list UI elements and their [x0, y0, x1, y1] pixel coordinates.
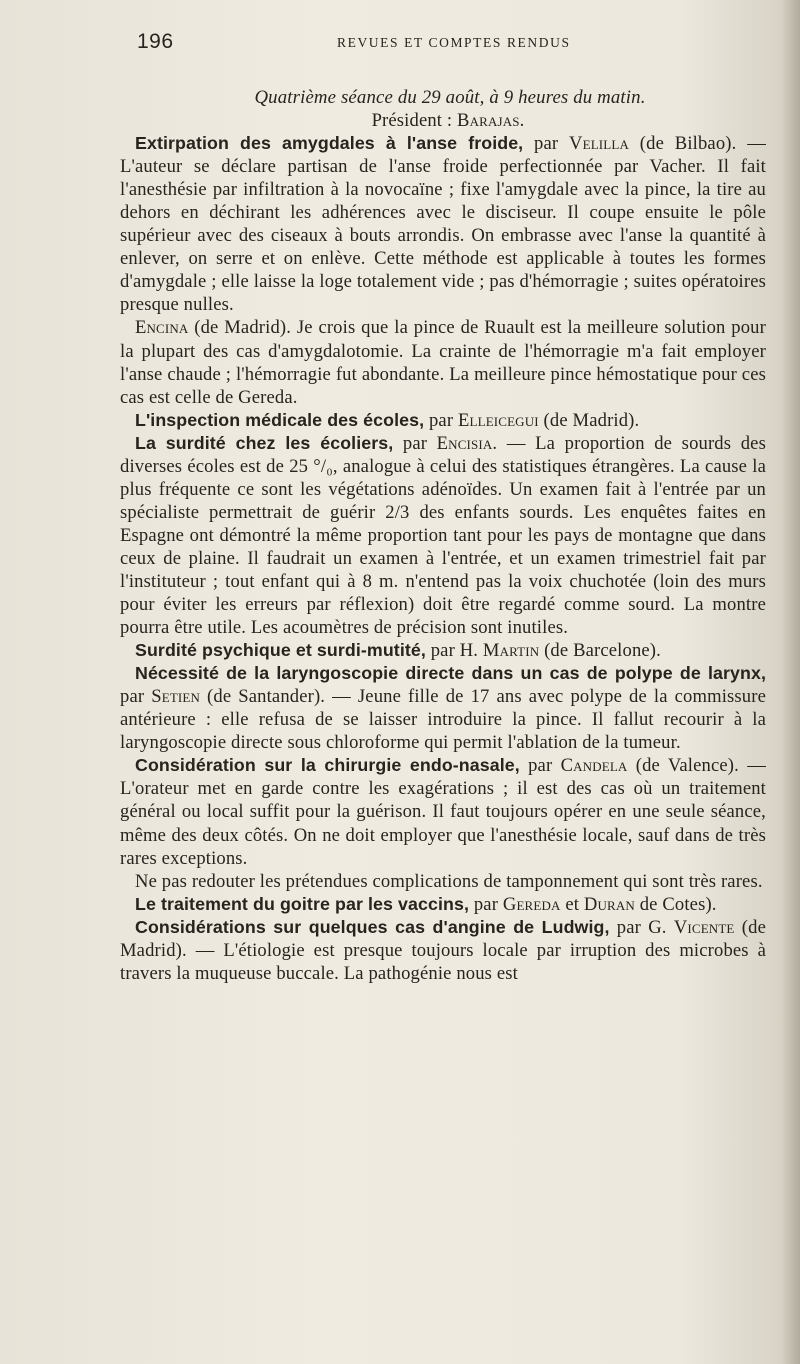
abstract-coauthor: Duran: [583, 893, 635, 915]
abstract-school-inspection: L'inspection médicale des écoles, par Elleicegui (de Madrid).: [135, 409, 640, 431]
abstract-continuation: Ne pas redouter les prétendues complications de tamponnement qui sont très rares.: [135, 870, 763, 892]
abstract-text: — La proportion de sourds des diverses écoles est de 25 °/₀, analogue à celui des statistiques étrangères. La cause la plus fréquente ce sont les végétations adénoïdes. Un examen fait à l'entrée par un spécialiste permettrait de guérir 2/3 des enfants sourds. Les enquêtes faites en Espagne ont démontré la même proportion tant pour les pays de montagne que dans ceux de plaine. Il faudrait un examen à l'entrée, et un examen trimestriel fait par l'instituteur ; tout enfant qui à 8 m. n'entend pas la voix chuchotée (loin des murs pour éviter les erreurs par réflexion) doit être regardé comme sourd. La montre pourra être utile. Les acoumètres de précision sont inutiles.: [120, 432, 766, 639]
abstract-title: Surdité psychique et surdi-mutité,: [135, 640, 426, 661]
article-body: [120, 86, 766, 985]
abstract-title: Considération sur la chirurgie endo-nasale,: [135, 755, 520, 776]
abstract-tonsil-extirpation: Extirpation des amygdales à l'anse froide, par Velilla (de Bilbao). — L'auteur se déclare partisan de l'anse froide perfectionnée par Vacher. Il fait l'anesthésie par infiltration à la novocaïne ; fixe l'amygdale avec la pince, la tire au dehors en déchirant les adhérences avec le disciseur. Il coupe ensuite le pôle supérieur avec des ciseaux à bouts arrondis. On embrasse avec l'anse la quantité à enlever, on serre et on enlève. Cette méthode est applicable à toutes les formes d'amygdale ; elle laisse la loge totalement vide ; pas d'hémorragie ; suites opératoires presque nulles.: [120, 133, 766, 316]
page-header: [137, 30, 753, 58]
abstract-text: — L'auteur se déclare partisan de l'anse froide perfectionnée par Vacher. Il fait l'anesthésie par infiltration à la novocaïne ; fixe l'amygdale avec la pince, la tire au dehors en déchirant les adhérences avec le disciseur. Il coupe ensuite le pôle supérieur avec des ciseaux à bouts arrondis. On embrasse avec l'anse la quantité à enlever, on serre et on enlève. Cette méthode est applicable à toutes les formes d'amygdale ; elle laisse la loge totalement vide ; pas d'hémorragie ; suites opératoires presque nulles.: [120, 133, 766, 316]
abstract-author: Setien: [151, 686, 201, 708]
discussion-encina: Encina (de Madrid). Je crois que la pince de Ruault est la meilleure solution pour la plupart des cas d'amygdalotomie. La crainte de l'hémorragie m'a fait employer l'anse chaude ; l'hémorragie fut abondante. La meilleure pince hémostatique pour ces cas est celle de Gereda.: [120, 317, 766, 408]
president-name: Barajas.: [457, 110, 525, 132]
abstract-author: Encisia.: [436, 432, 498, 454]
abstract-laryngoscopy: Nécessité de la laryngoscopie directe dans un cas de polype de larynx, par Setien (de Santander). — Jeune fille de 17 ans avec polype de la commissure antérieure : elle refusa de se laisser introduire la pince. Il fallut recourir à la laryngoscopie directe sous chloroforme qui permit l'ablation de la tumeur.: [120, 663, 766, 754]
session-title: Quatrième séance du 29 août, à 9 heures du matin.: [254, 87, 646, 108]
page-number: 196: [137, 30, 174, 53]
discussant-name: Encina: [135, 317, 189, 339]
abstract-author: Martin: [482, 640, 540, 662]
abstract-author: Vicente: [673, 916, 735, 938]
page-edge-shadow: [782, 0, 800, 1364]
abstract-title: La surdité chez les écoliers,: [135, 432, 394, 453]
abstract-title: Nécessité de la laryngoscopie directe dans un cas de polype de larynx,: [135, 663, 766, 684]
president-label: Président :: [371, 110, 453, 132]
abstract-author: Elleicegui: [458, 409, 539, 431]
abstract-author: Gereda: [502, 893, 561, 915]
abstract-goitre-vaccines: Le traitement du goitre par les vaccins, par Gereda et Duran de Cotes).: [135, 893, 717, 915]
abstract-title: L'inspection médicale des écoles,: [135, 409, 425, 430]
abstract-title: Extirpation des amygdales à l'anse froide,: [135, 133, 524, 154]
abstract-ludwig-angina: Considérations sur quelques cas d'angine de Ludwig, par G. Vicente (de Madrid). — L'étiologie est presque toujours locale par irruption des microbes à travers la muqueuse buccale. La pathogénie nous est: [120, 916, 766, 984]
abstract-text: — Jeune fille de 17 ans avec polype de la commissure antérieure : elle refusa de se laisser introduire la pince. Il fallut recourir à la laryngoscopie directe sous chloroforme qui permit l'ablation de la tumeur.: [120, 686, 766, 754]
abstract-title: Le traitement du goitre par les vaccins,: [135, 893, 470, 914]
abstract-endonasal-surgery: Considération sur la chirurgie endo-nasale, par Candela (de Valence). — L'orateur met en garde contre les exagérations ; il est des cas où un traitement général ou local suffit pour la guérison. Il faut toujours opérer en une seule séance, même des deux côtés. On ne doit employer que l'anesthésie locale, sauf dans de très rares exceptions.: [120, 755, 766, 869]
discussion-text: Je crois que la pince de Ruault est la meilleure solution pour la plupart des cas d'amygdalotomie. La crainte de l'hémorragie m'a fait employer l'anse chaude ; l'hémorragie fut abondante. La meilleure pince hémostatique pour ces cas est celle de Gereda.: [120, 317, 766, 408]
running-head: REVUES ET COMPTES RENDUS: [337, 35, 571, 50]
session-president: [120, 109, 766, 132]
abstract-psychic-deafness: Surdité psychique et surdi-mutité, par H. Martin (de Barcelone).: [135, 640, 661, 662]
abstract-author: Velilla: [569, 133, 629, 155]
abstract-deafness-schoolchildren: La surdité chez les écoliers, par Encisia. — La proportion de sourds des diverses écoles est de 25 °/₀, analogue à celui des statistiques étrangères. La cause la plus fréquente ce sont les végétations adénoïdes. Un examen fait à l'entrée par un spécialiste permettrait de guérir 2/3 des enfants sourds. Les enquêtes faites en Espagne ont démontré la même proportion tant pour les pays de montagne que dans ceux de plaine. Il faudrait un examen à l'entrée, et un examen trimestriel fait par l'instituteur ; tout enfant qui à 8 m. n'entend pas la voix chuchotée (loin des murs pour éviter les erreurs par réflexion) doit être regardé comme sourd. La montre pourra être utile. Les acoumètres de précision sont inutiles.: [120, 432, 766, 639]
abstract-author: Candela: [560, 755, 628, 777]
abstract-text: — L'étiologie est presque toujours locale par irruption des microbes à travers la muqueuse buccale. La pathogénie nous est: [120, 939, 766, 984]
abstract-text: — L'orateur met en garde contre les exagérations ; il est des cas où un traitement général ou local suffit pour la guérison. Il faut toujours opérer en une seule séance, même des deux côtés. On ne doit employer que l'anesthésie locale, sauf dans de très rares exceptions.: [120, 755, 766, 869]
abstract-title: Considérations sur quelques cas d'angine de Ludwig,: [135, 916, 610, 937]
